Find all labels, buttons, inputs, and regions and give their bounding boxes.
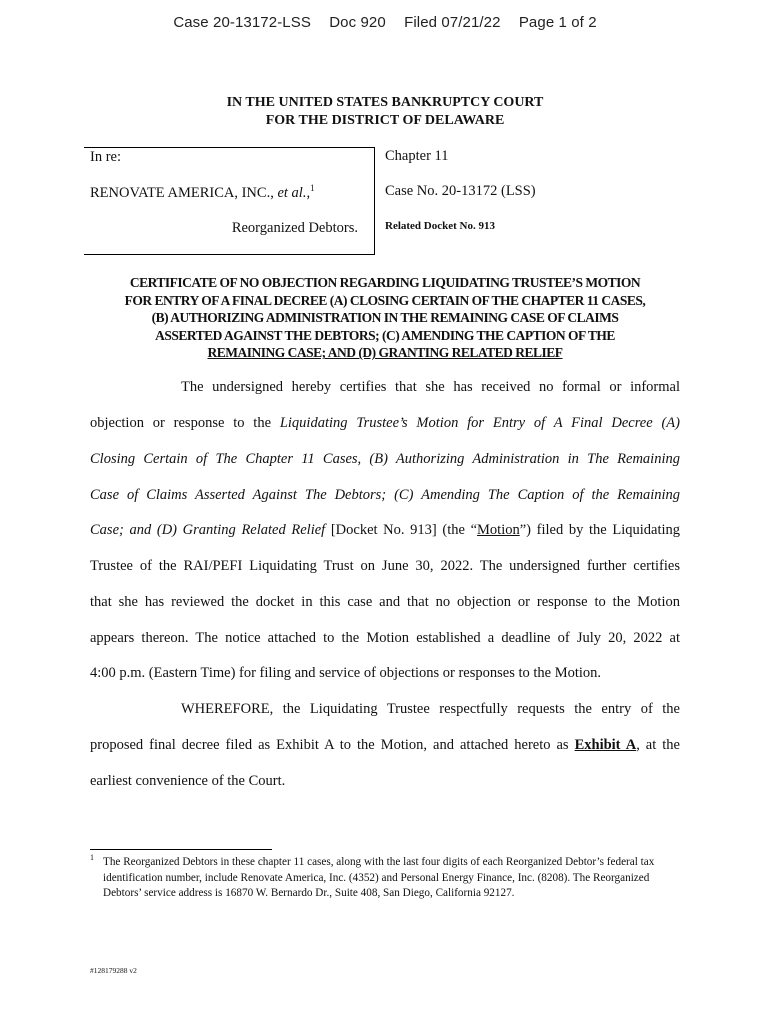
motion-title-italic: Case; and (D) Granting Related Relief (90, 522, 326, 538)
motion-title-italic: Closing Certain of The Chapter 11 Cases, (B) Authorizing Administration in The Remaining (90, 451, 680, 467)
debtor-name-text: RENOVATE AMERICA, INC., (90, 184, 274, 201)
stamp-case-number: Case 20-13172-LSS (173, 14, 311, 31)
court-heading-line-2: FOR THE DISTRICT OF DELAWARE (265, 113, 505, 128)
body-line (90, 487, 680, 504)
case-number: Case No. 20-13172 (LSS) (385, 183, 536, 199)
case-caption-box (84, 147, 375, 255)
title-line-4: ASSERTED AGAINST THE DEBTORS; (C) AMENDING THE CAPTION OF THE (155, 327, 615, 343)
body-line: that she has reviewed the docket in this case and that no objection or response to the Motion (90, 594, 680, 610)
body-line: Trustee of the RAI/PEFI Liquidating Trust on June 30, 2022. The undersigned further certifies (90, 558, 680, 574)
body-text-span: [Docket No. 913] (the “ (325, 522, 478, 538)
court-heading-line-1: IN THE UNITED STATES BANKRUPTCY COURT (226, 95, 544, 110)
footnote-divider (90, 849, 272, 850)
body-line (90, 415, 680, 432)
body-text-span: , at the (636, 737, 680, 753)
body-line: 4:00 p.m. (Eastern Time) for filing and service of objections or responses to the Motion. (90, 665, 602, 681)
title-line-3: (B) AUTHORIZING ADMINISTRATION IN THE REMAINING CASE OF CLAIMS (151, 310, 619, 326)
et-al-text: et al. (277, 184, 307, 201)
filing-stamp-header (0, 14, 770, 31)
body-line: WHEREFORE, the Liquidating Trustee respectfully requests the entry of the (181, 701, 680, 717)
exhibit-a-reference: Exhibit A (574, 737, 637, 753)
body-line: appears thereon. The notice attached to the Motion established a deadline of July 20, 2022 at (90, 630, 680, 646)
motion-defined-term: Motion (477, 522, 520, 538)
footnote-mark: 1 (90, 853, 94, 862)
document-id: #128179288 v2 (90, 966, 137, 975)
court-heading (0, 94, 770, 130)
title-line-5: REMAINING CASE; AND (D) GRANTING RELATED RELIEF (207, 345, 563, 361)
body-line (90, 522, 680, 539)
debtors-label: Reorganized Debtors. (231, 220, 358, 236)
body-line (90, 451, 680, 468)
footnote-text: The Reorganized Debtors in these chapter 11 cases, along with the last four digits of each Reorganized Debtor’s federal tax identification number, include Renovate America, Inc. (4352) and Personal Energy Finance, Inc. (8208). The Reorganized Debtors’ service address is 16870 W. Bernardo Dr., Suite 408, San Diego, California 92127. (103, 856, 655, 899)
motion-title-italic: Case of Claims Asserted Against The Debtors; (C) Amending The Caption of the Remaining (90, 487, 680, 503)
in-re-label: In re: (90, 149, 121, 165)
stamp-doc-number: Doc 920 (329, 14, 386, 31)
body-text-span: proposed final decree filed as Exhibit A to the Motion, and attached hereto as (90, 737, 575, 753)
title-line-1: CERTIFICATE OF NO OBJECTION REGARDING LIQUIDATING TRUSTEE’S MOTION (129, 275, 641, 290)
chapter-label: Chapter 11 (385, 148, 449, 164)
body-line: The undersigned hereby certifies that she has received no formal or informal (181, 379, 680, 395)
related-docket: Related Docket No. 913 (385, 220, 495, 232)
motion-title-italic: Liquidating Trustee’s Motion for Entry of A Final Decree (A) (279, 415, 680, 431)
body-text-span: objection or response to the (90, 415, 280, 431)
footnote-reference: 1 (310, 183, 315, 193)
body-text-span: ”) filed by the Liquidating (519, 522, 681, 538)
stamp-filed-date: Filed 07/21/22 (404, 14, 501, 31)
body-line: earliest convenience of the Court. (90, 773, 286, 789)
document-title (60, 274, 710, 362)
stamp-page-number: Page 1 of 2 (518, 14, 597, 31)
title-line-2: FOR ENTRY OF A FINAL DECREE (A) CLOSING CERTAIN OF THE CHAPTER 11 CASES, (124, 292, 646, 308)
debtor-name: RENOVATE AMERICA, INC., et al.,$^1$ (90, 183, 315, 201)
body-line (90, 737, 680, 754)
